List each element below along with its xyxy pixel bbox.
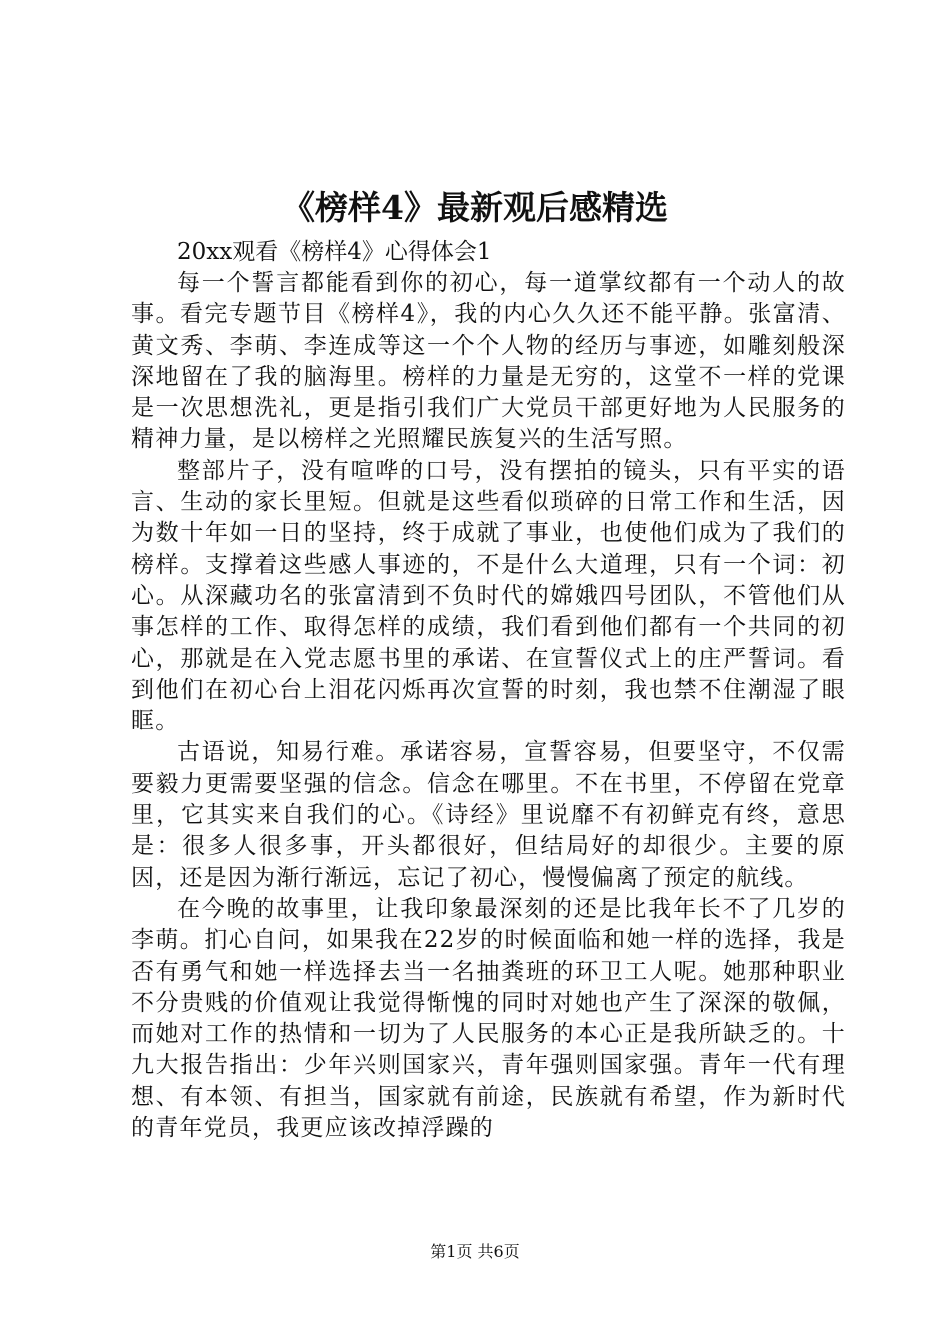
paragraph-2: 整部片子，没有喧哗的口号，没有摆拍的镜头，只有平实的语言、生动的家长里短。但就是这些看似琐碎的日常工作和生活，因为数十年如一日的坚持，终于成就了事业，也使他们成为了我们的榜样。支撑着这些感人事迹的，不是什么大道理，只有一个词：初心。从深藏功名的张富清到不负时代的嫦娥四号团队，不管他们从事怎样的工作、取得怎样的成绩，我们看到他们都有一个共同的初心，那就是在入党志愿书里的承诺、在宣誓仪式上的庄严誓词。看到他们在初心台上泪花闪烁再次宣誓的时刻，我也禁不住潮湿了眼眶。 [131,457,846,735]
document-title: 《榜样4》最新观后感精选 [282,188,668,227]
document-body [131,236,846,1144]
page-footer: 第1页 共6页 [430,1242,520,1261]
section-subtitle: 20xx观看《榜样4》心得体会1 [177,239,492,265]
paragraph-3: 古语说，知易行难。承诺容易，宣誓容易，但要坚守，不仅需要毅力更需要坚强的信念。信念在哪里。不在书里，不停留在党章里，它其实来自我们的心。《诗经》里说靡不有初鲜克有终，意思是：很多人很多事，开头都很好，但结局好的却很少。主要的原因，还是因为渐行渐远，忘记了初心，慢慢偏离了预定的航线。 [131,739,846,891]
paragraph-1: 每一个誓言都能看到你的初心，每一道掌纹都有一个动人的故事。看完专题节目《榜样4》，我的内心久久还不能平静。张富清、黄文秀、李萌、李连成等这一个个人物的经历与事迹，如雕刻般深深地留在了我的脑海里。榜样的力量是无穷的，这堂不一样的党课是一次思想洗礼，更是指引我们广大党员干部更好地为人民服务的精神力量，是以榜样之光照耀民族复兴的生活写照。 [131,270,846,453]
paragraph-4: 在今晚的故事里，让我印象最深刻的还是比我年长不了几岁的李萌。扪心自问，如果我在22岁的时候面临和她一样的选择，我是否有勇气和她一样选择去当一名抽粪班的环卫工人呢。她那种职业不分贵贱的价值观让我觉得惭愧的同时对她也产生了深深的敬佩，而她对工作的热情和一切为了人民服务的本心正是我所缺乏的。十九大报告指出：少年兴则国家兴，青年强则国家强。青年一代有理想、有本领、有担当，国家就有前途，民族就有希望，作为新时代的青年党员，我更应该改掉浮躁的 [131,895,846,1142]
